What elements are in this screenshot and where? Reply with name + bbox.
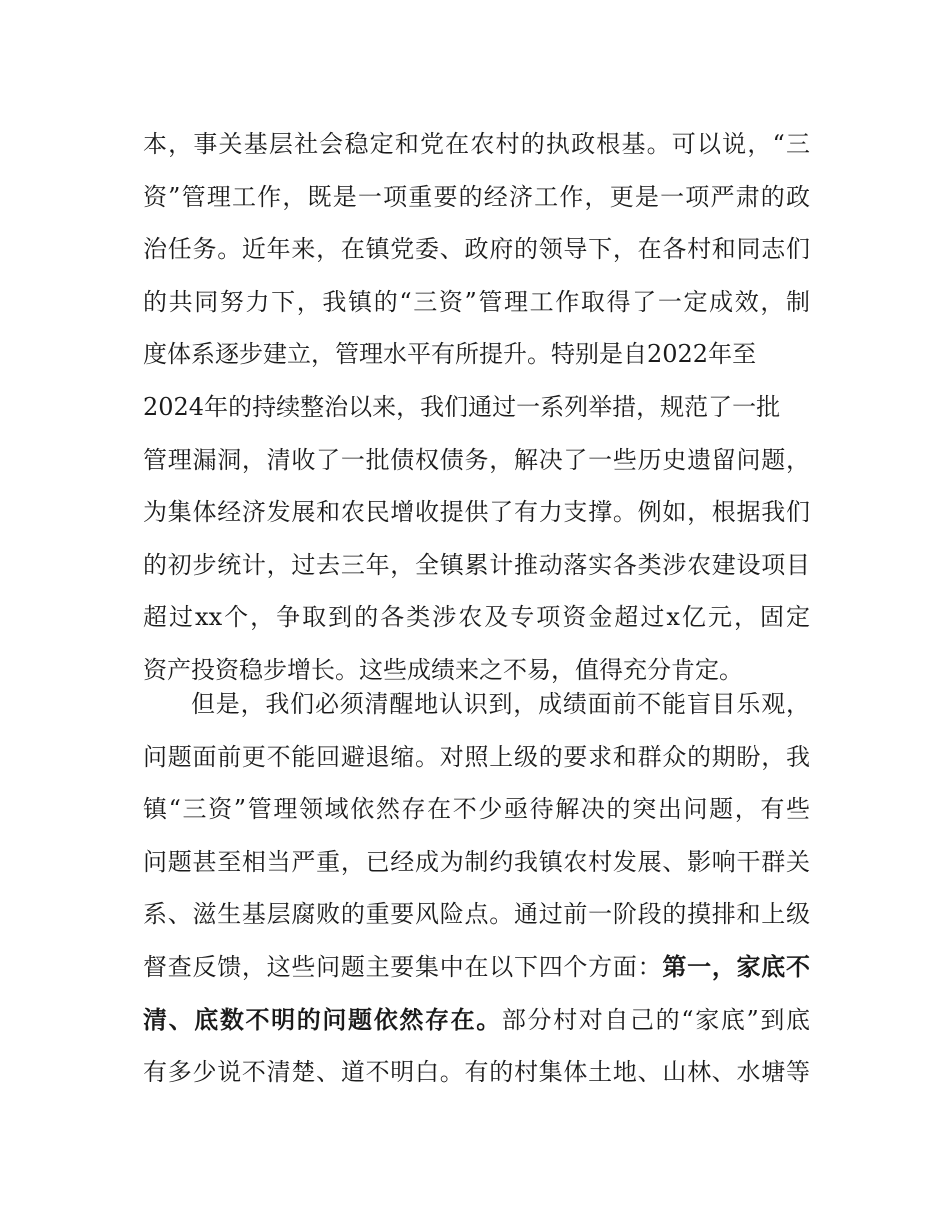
paragraph-1-line: 的共同努力下，我镇的“三资”管理工作取得了一定成效，制 — [143, 287, 810, 316]
paragraph-1-line: 2024年的持续整治以来，我们通过一系列举措，规范了一批 — [143, 392, 781, 421]
paragraph-1-line: 度体系逐步建立，管理水平有所提升。特别是自2022年至 — [143, 340, 757, 369]
paragraph-2-line: 但是，我们必须清醒地认识到，成绩面前不能盲目乐观， — [191, 690, 810, 718]
paragraph-2-line: 有多少说不清楚、道不明白。有的村集体土地、山林、水塘等 — [143, 1058, 810, 1087]
plain-text: 督查反馈，这些问题主要集中在以下四个方面： — [143, 952, 663, 981]
paragraph-1 — [143, 124, 810, 703]
paragraph-1-line: 资产投资稳步增长。这些成绩来之不易，值得充分肯定。 — [143, 655, 743, 684]
plain-text: 部分村对自己的“家底”到底 — [501, 1005, 810, 1034]
paragraph-1-line: 管理漏洞，清收了一批债权债务，解决了一些历史遗留问题， — [143, 445, 810, 474]
paragraph-1-line: 本，事关基层社会稳定和党在农村的执政根基。可以说，“三 — [143, 130, 810, 158]
paragraph-1-line: 为集体经济发展和农民增收提供了有力支撑。例如，根据我们 — [143, 498, 810, 527]
paragraph-2-line: 系、滋生基层腐败的重要风险点。通过前一阶段的摸排和上级 — [143, 900, 810, 929]
paragraph-1-line: 的初步统计，过去三年，全镇累计推动落实各类涉农建设项目 — [143, 550, 810, 579]
paragraph-2-line-mixed — [143, 947, 810, 987]
paragraph-2-line: 问题面前更不能回避退缩。对照上级的要求和群众的期盼，我 — [143, 742, 810, 771]
paragraph-1-line: 资”管理工作，既是一项重要的经济工作，更是一项严肃的政 — [143, 182, 810, 211]
paragraph-2-line-mixed — [143, 1000, 810, 1040]
bold-heading-text: 清、底数不明的问题依然存在。 — [143, 1005, 502, 1034]
paragraph-1-line: 治任务。近年来，在镇党委、政府的领导下，在各村和同志们 — [143, 235, 810, 264]
paragraph-2-line: 镇“三资”管理领域依然存在不少亟待解决的突出问题，有些 — [143, 795, 810, 824]
paragraph-2 — [143, 684, 810, 1105]
paragraph-1-line: 超过xx个，争取到的各类涉农及专项资金超过x亿元，固定 — [143, 603, 810, 632]
bold-heading-text: 第一，家底不 — [662, 952, 810, 981]
paragraph-2-line: 问题甚至相当严重，已经成为制约我镇农村发展、影响干群关 — [143, 847, 810, 876]
